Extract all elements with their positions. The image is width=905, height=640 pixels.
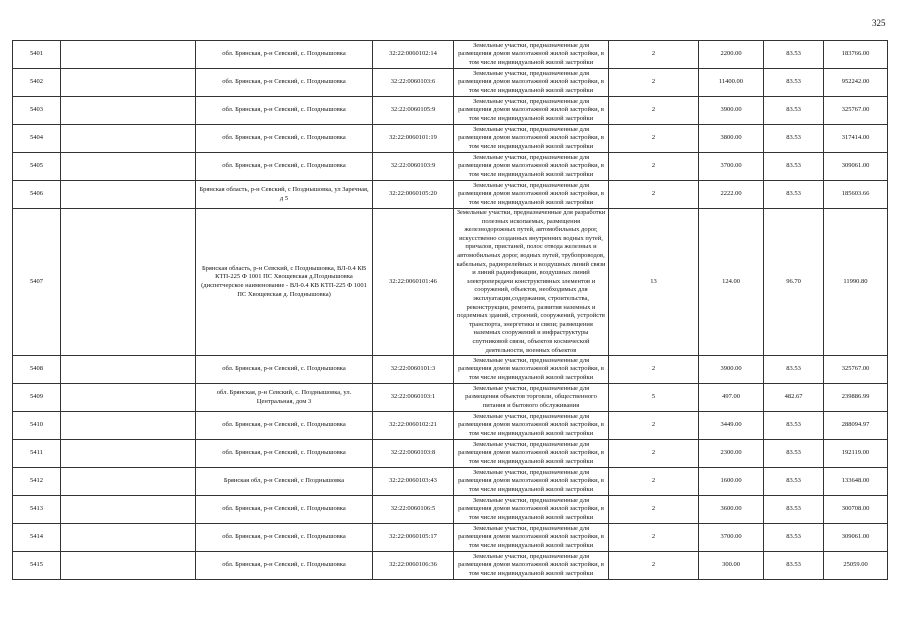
table-row	[13, 209, 888, 356]
cadastral-number-cell: 32:22:0060105:9	[373, 97, 454, 125]
row-number-cell: 5401	[13, 41, 61, 69]
category-code-cell: 2	[609, 496, 699, 524]
area-cell: 3900.00	[699, 356, 764, 384]
table-row	[13, 69, 888, 97]
empty-cell	[61, 440, 196, 468]
land-use-cell: Земельные участки, предназначенные для размещения домов малоэтажной жилой застройки, в том числе индивидуальной жилой застройки	[454, 440, 609, 468]
area-cell: 3900.00	[699, 97, 764, 125]
rate-cell: 83.53	[764, 412, 824, 440]
rate-cell: 83.53	[764, 440, 824, 468]
land-use-cell: Земельные участки, предназначенные для размещения домов малоэтажной жилой застройки, в том числе индивидуальной жилой застройки	[454, 125, 609, 153]
cadastral-number-cell: 32:22:0060106:36	[373, 552, 454, 580]
land-use-cell: Земельные участки, предназначенные для размещения домов малоэтажной жилой застройки, в том числе индивидуальной жилой застройки	[454, 97, 609, 125]
row-number-cell: 5405	[13, 153, 61, 181]
area-cell: 11400.00	[699, 69, 764, 97]
land-use-cell: Земельные участки, предназначенные для размещения объектов торговли, общественного питания и бытового обслуживания	[454, 384, 609, 412]
category-code-cell: 5	[609, 384, 699, 412]
empty-cell	[61, 356, 196, 384]
area-cell: 497.00	[699, 384, 764, 412]
row-number-cell: 5415	[13, 552, 61, 580]
cadastral-value-cell: 317414.00	[824, 125, 888, 153]
area-cell: 3600.00	[699, 496, 764, 524]
area-cell: 3700.00	[699, 524, 764, 552]
cadastral-value-cell: 309061.00	[824, 524, 888, 552]
category-code-cell: 2	[609, 552, 699, 580]
empty-cell	[61, 468, 196, 496]
cadastral-number-cell: 32:22:0060101:3	[373, 356, 454, 384]
cadastral-number-cell: 32:22:0060103:8	[373, 440, 454, 468]
category-code-cell: 2	[609, 524, 699, 552]
area-cell: 2200.00	[699, 41, 764, 69]
category-code-cell: 2	[609, 468, 699, 496]
cadastral-number-cell: 32:22:0060103:9	[373, 153, 454, 181]
row-number-cell: 5409	[13, 384, 61, 412]
table-row	[13, 356, 888, 384]
category-code-cell: 2	[609, 125, 699, 153]
land-use-cell: Земельные участки, предназначенные для разработки полезных ископаемых, размещения железнодорожных путей, автомобильных дорог, искусственно созданных внутренних водных путей, причалов, пристаней, полос отвода железных и автомобильных дорог, водных путей, трубопроводов, кабельных, радиорелейных и воздушных линий связи и линий радиофикации, воздушных линий электропередачи конструктивных элементов и сооружений, объектов, необходимых для эксплуатации,содержания, строительства, реконструкции, ремонта, развития наземных и подземных зданий, строений, сооружений, устройств транспорта, энергетики и связи; размещения наземных сооружений и инфраструктуры спутниковой связи, объектов космической деятельности, военных объектов	[454, 209, 609, 356]
address-cell: обл. Брянская, р-н Севский, с. Позднышовка	[196, 125, 373, 153]
table-row	[13, 181, 888, 209]
rate-cell: 83.53	[764, 552, 824, 580]
rate-cell: 83.53	[764, 97, 824, 125]
address-cell: обл. Брянская, р-н Севский, с. Позднышовка	[196, 524, 373, 552]
land-use-cell: Земельные участки, предназначенные для размещения домов малоэтажной жилой застройки, в том числе индивидуальной жилой застройки	[454, 181, 609, 209]
category-code-cell: 2	[609, 153, 699, 181]
table-row	[13, 97, 888, 125]
empty-cell	[61, 524, 196, 552]
rate-cell: 83.53	[764, 496, 824, 524]
empty-cell	[61, 153, 196, 181]
cadastral-value-cell: 25059.00	[824, 552, 888, 580]
cadastral-number-cell: 32:22:0060103:43	[373, 468, 454, 496]
rate-cell: 83.53	[764, 125, 824, 153]
area-cell: 1600.00	[699, 468, 764, 496]
cadastral-value-cell: 309061.00	[824, 153, 888, 181]
table-row	[13, 468, 888, 496]
category-code-cell: 2	[609, 181, 699, 209]
address-cell: обл. Брянская, р-н Севский, с. Позднышовка	[196, 552, 373, 580]
rate-cell: 83.53	[764, 468, 824, 496]
row-number-cell: 5404	[13, 125, 61, 153]
category-code-cell: 2	[609, 69, 699, 97]
category-code-cell: 2	[609, 41, 699, 69]
rate-cell: 96.70	[764, 209, 824, 356]
address-cell: обл. Брянская, р-н Севский, с. Позднышовка, ул. Центральная, дом 3	[196, 384, 373, 412]
cadastral-value-cell: 325767.00	[824, 97, 888, 125]
cadastral-value-cell: 300708.00	[824, 496, 888, 524]
table-row	[13, 153, 888, 181]
cadastral-number-cell: 32:22:0060103:6	[373, 69, 454, 97]
category-code-cell: 13	[609, 209, 699, 356]
cadastral-number-cell: 32:22:0060102:21	[373, 412, 454, 440]
cadastral-value-cell: 952242.00	[824, 69, 888, 97]
category-code-cell: 2	[609, 440, 699, 468]
row-number-cell: 5414	[13, 524, 61, 552]
land-use-cell: Земельные участки, предназначенные для размещения домов малоэтажной жилой застройки, в том числе индивидуальной жилой застройки	[454, 356, 609, 384]
rate-cell: 83.53	[764, 69, 824, 97]
area-cell: 124.00	[699, 209, 764, 356]
cadastral-number-cell: 32:22:0060101:19	[373, 125, 454, 153]
address-cell: обл. Брянская, р-н Севский, с. Позднышовка	[196, 356, 373, 384]
rate-cell: 83.53	[764, 41, 824, 69]
land-use-cell: Земельные участки, предназначенные для размещения домов малоэтажной жилой застройки, в том числе индивидуальной жилой застройки	[454, 552, 609, 580]
empty-cell	[61, 181, 196, 209]
table-row	[13, 552, 888, 580]
address-cell: обл. Брянская, р-н Севский, с. Позднышовка	[196, 41, 373, 69]
area-cell: 3800.00	[699, 125, 764, 153]
table-row	[13, 440, 888, 468]
address-cell: обл. Брянская, р-н Севский, с. Позднышовка	[196, 97, 373, 125]
row-number-cell: 5406	[13, 181, 61, 209]
table-row	[13, 412, 888, 440]
cadastral-value-cell: 239886.99	[824, 384, 888, 412]
cadastral-value-cell: 325767.00	[824, 356, 888, 384]
cadastral-number-cell: 32:22:0060102:14	[373, 41, 454, 69]
row-number-cell: 5412	[13, 468, 61, 496]
address-cell: Брянская обл, р-н Севский, с Позднышовка	[196, 468, 373, 496]
cadastral-value-cell: 185603.66	[824, 181, 888, 209]
table-body	[13, 41, 888, 580]
land-use-cell: Земельные участки, предназначенные для размещения домов малоэтажной жилой застройки, в том числе индивидуальной жилой застройки	[454, 468, 609, 496]
empty-cell	[61, 384, 196, 412]
land-use-cell: Земельные участки, предназначенные для размещения домов малоэтажной жилой застройки, в том числе индивидуальной жилой застройки	[454, 412, 609, 440]
cadastral-number-cell: 32:22:0060106:5	[373, 496, 454, 524]
area-cell: 3449.00	[699, 412, 764, 440]
row-number-cell: 5408	[13, 356, 61, 384]
row-number-cell: 5402	[13, 69, 61, 97]
table-row	[13, 125, 888, 153]
area-cell: 2300.00	[699, 440, 764, 468]
empty-cell	[61, 125, 196, 153]
cadastral-number-cell: 32:22:0060103:1	[373, 384, 454, 412]
land-use-cell: Земельные участки, предназначенные для размещения домов малоэтажной жилой застройки, в том числе индивидуальной жилой застройки	[454, 524, 609, 552]
page-number: 325	[872, 18, 886, 28]
land-use-cell: Земельные участки, предназначенные для размещения домов малоэтажной жилой застройки, в том числе индивидуальной жилой застройки	[454, 41, 609, 69]
row-number-cell: 5407	[13, 209, 61, 356]
address-cell: обл. Брянская, р-н Севский, с. Позднышовка	[196, 153, 373, 181]
row-number-cell: 5411	[13, 440, 61, 468]
rate-cell: 482.67	[764, 384, 824, 412]
cadastral-number-cell: 32:22:0060101:46	[373, 209, 454, 356]
table-row	[13, 496, 888, 524]
table-row	[13, 524, 888, 552]
area-cell: 300.00	[699, 552, 764, 580]
table-row	[13, 384, 888, 412]
address-cell: обл. Брянская, р-н Севский, с. Позднышовка	[196, 440, 373, 468]
row-number-cell: 5403	[13, 97, 61, 125]
rate-cell: 83.53	[764, 524, 824, 552]
land-use-cell: Земельные участки, предназначенные для размещения домов малоэтажной жилой застройки, в том числе индивидуальной жилой застройки	[454, 69, 609, 97]
category-code-cell: 2	[609, 412, 699, 440]
cadastral-value-cell: 183766.00	[824, 41, 888, 69]
cadastral-number-cell: 32:22:0060105:17	[373, 524, 454, 552]
cadastral-value-cell: 133648.00	[824, 468, 888, 496]
category-code-cell: 2	[609, 97, 699, 125]
address-cell: Брянская область, р-н Севский, с Позднышовка, ВЛ-0.4 КВ КТП-225 Ф 1001 ПС Хвощевская д.Позднышовка (диспетчерское наименование - ВЛ-0.4 КВ КТП-225 Ф 1001 ПС Хвощевская д. Позднышовка)	[196, 209, 373, 356]
area-cell: 3700.00	[699, 153, 764, 181]
address-cell: обл. Брянская, р-н Севский, с. Позднышовка	[196, 412, 373, 440]
empty-cell	[61, 97, 196, 125]
address-cell: обл. Брянская, р-н Севский, с. Позднышовка	[196, 69, 373, 97]
row-number-cell: 5413	[13, 496, 61, 524]
empty-cell	[61, 496, 196, 524]
empty-cell	[61, 412, 196, 440]
land-use-cell: Земельные участки, предназначенные для размещения домов малоэтажной жилой застройки, в том числе индивидуальной жилой застройки	[454, 496, 609, 524]
cadastral-number-cell: 32:22:0060105:20	[373, 181, 454, 209]
cadastral-value-cell: 11990.80	[824, 209, 888, 356]
empty-cell	[61, 552, 196, 580]
address-cell: Брянская область, р-н Севский, с Позднышовка, ул Заречная, д 5	[196, 181, 373, 209]
address-cell: обл. Брянская, р-н Севский, с. Позднышовка	[196, 496, 373, 524]
rate-cell: 83.53	[764, 356, 824, 384]
land-use-cell: Земельные участки, предназначенные для размещения домов малоэтажной жилой застройки, в том числе индивидуальной жилой застройки	[454, 153, 609, 181]
row-number-cell: 5410	[13, 412, 61, 440]
cadastral-value-cell: 288094.97	[824, 412, 888, 440]
area-cell: 2222.00	[699, 181, 764, 209]
empty-cell	[61, 41, 196, 69]
rate-cell: 83.53	[764, 181, 824, 209]
table-row	[13, 41, 888, 69]
empty-cell	[61, 209, 196, 356]
cadastral-value-cell: 192119.00	[824, 440, 888, 468]
rate-cell: 83.53	[764, 153, 824, 181]
category-code-cell: 2	[609, 356, 699, 384]
empty-cell	[61, 69, 196, 97]
land-registry-table	[12, 40, 888, 580]
